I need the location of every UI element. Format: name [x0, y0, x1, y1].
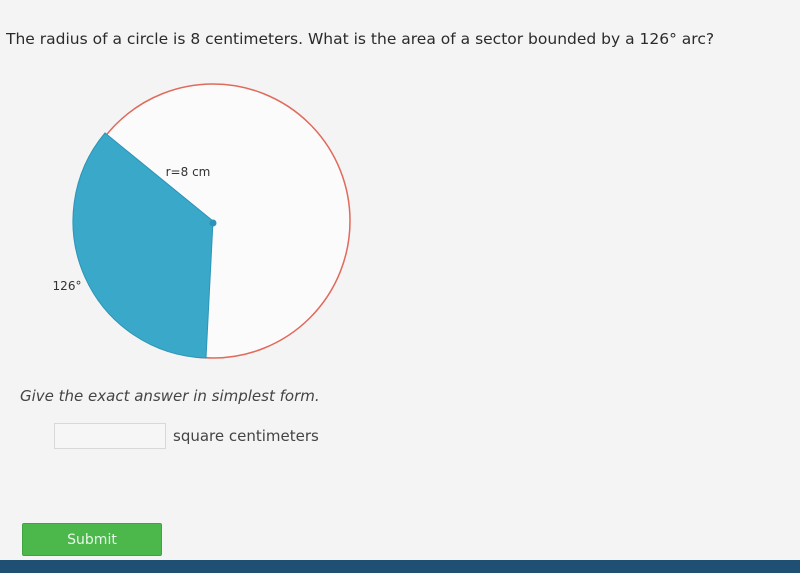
unit-label: square centimeters	[173, 427, 319, 445]
angle-label: 126°	[52, 279, 82, 293]
bottom-bar	[0, 560, 800, 573]
center-point	[210, 220, 217, 227]
question-text: The radius of a circle is 8 centimeters. What is the area of a sector bounded by a 126° arc?	[6, 30, 715, 48]
instruction-text: Give the exact answer in simplest form.	[20, 387, 320, 405]
answer-input[interactable]	[54, 423, 166, 449]
radius-label: r=8 cm	[165, 165, 211, 179]
submit-button[interactable]: Submit	[22, 523, 162, 556]
